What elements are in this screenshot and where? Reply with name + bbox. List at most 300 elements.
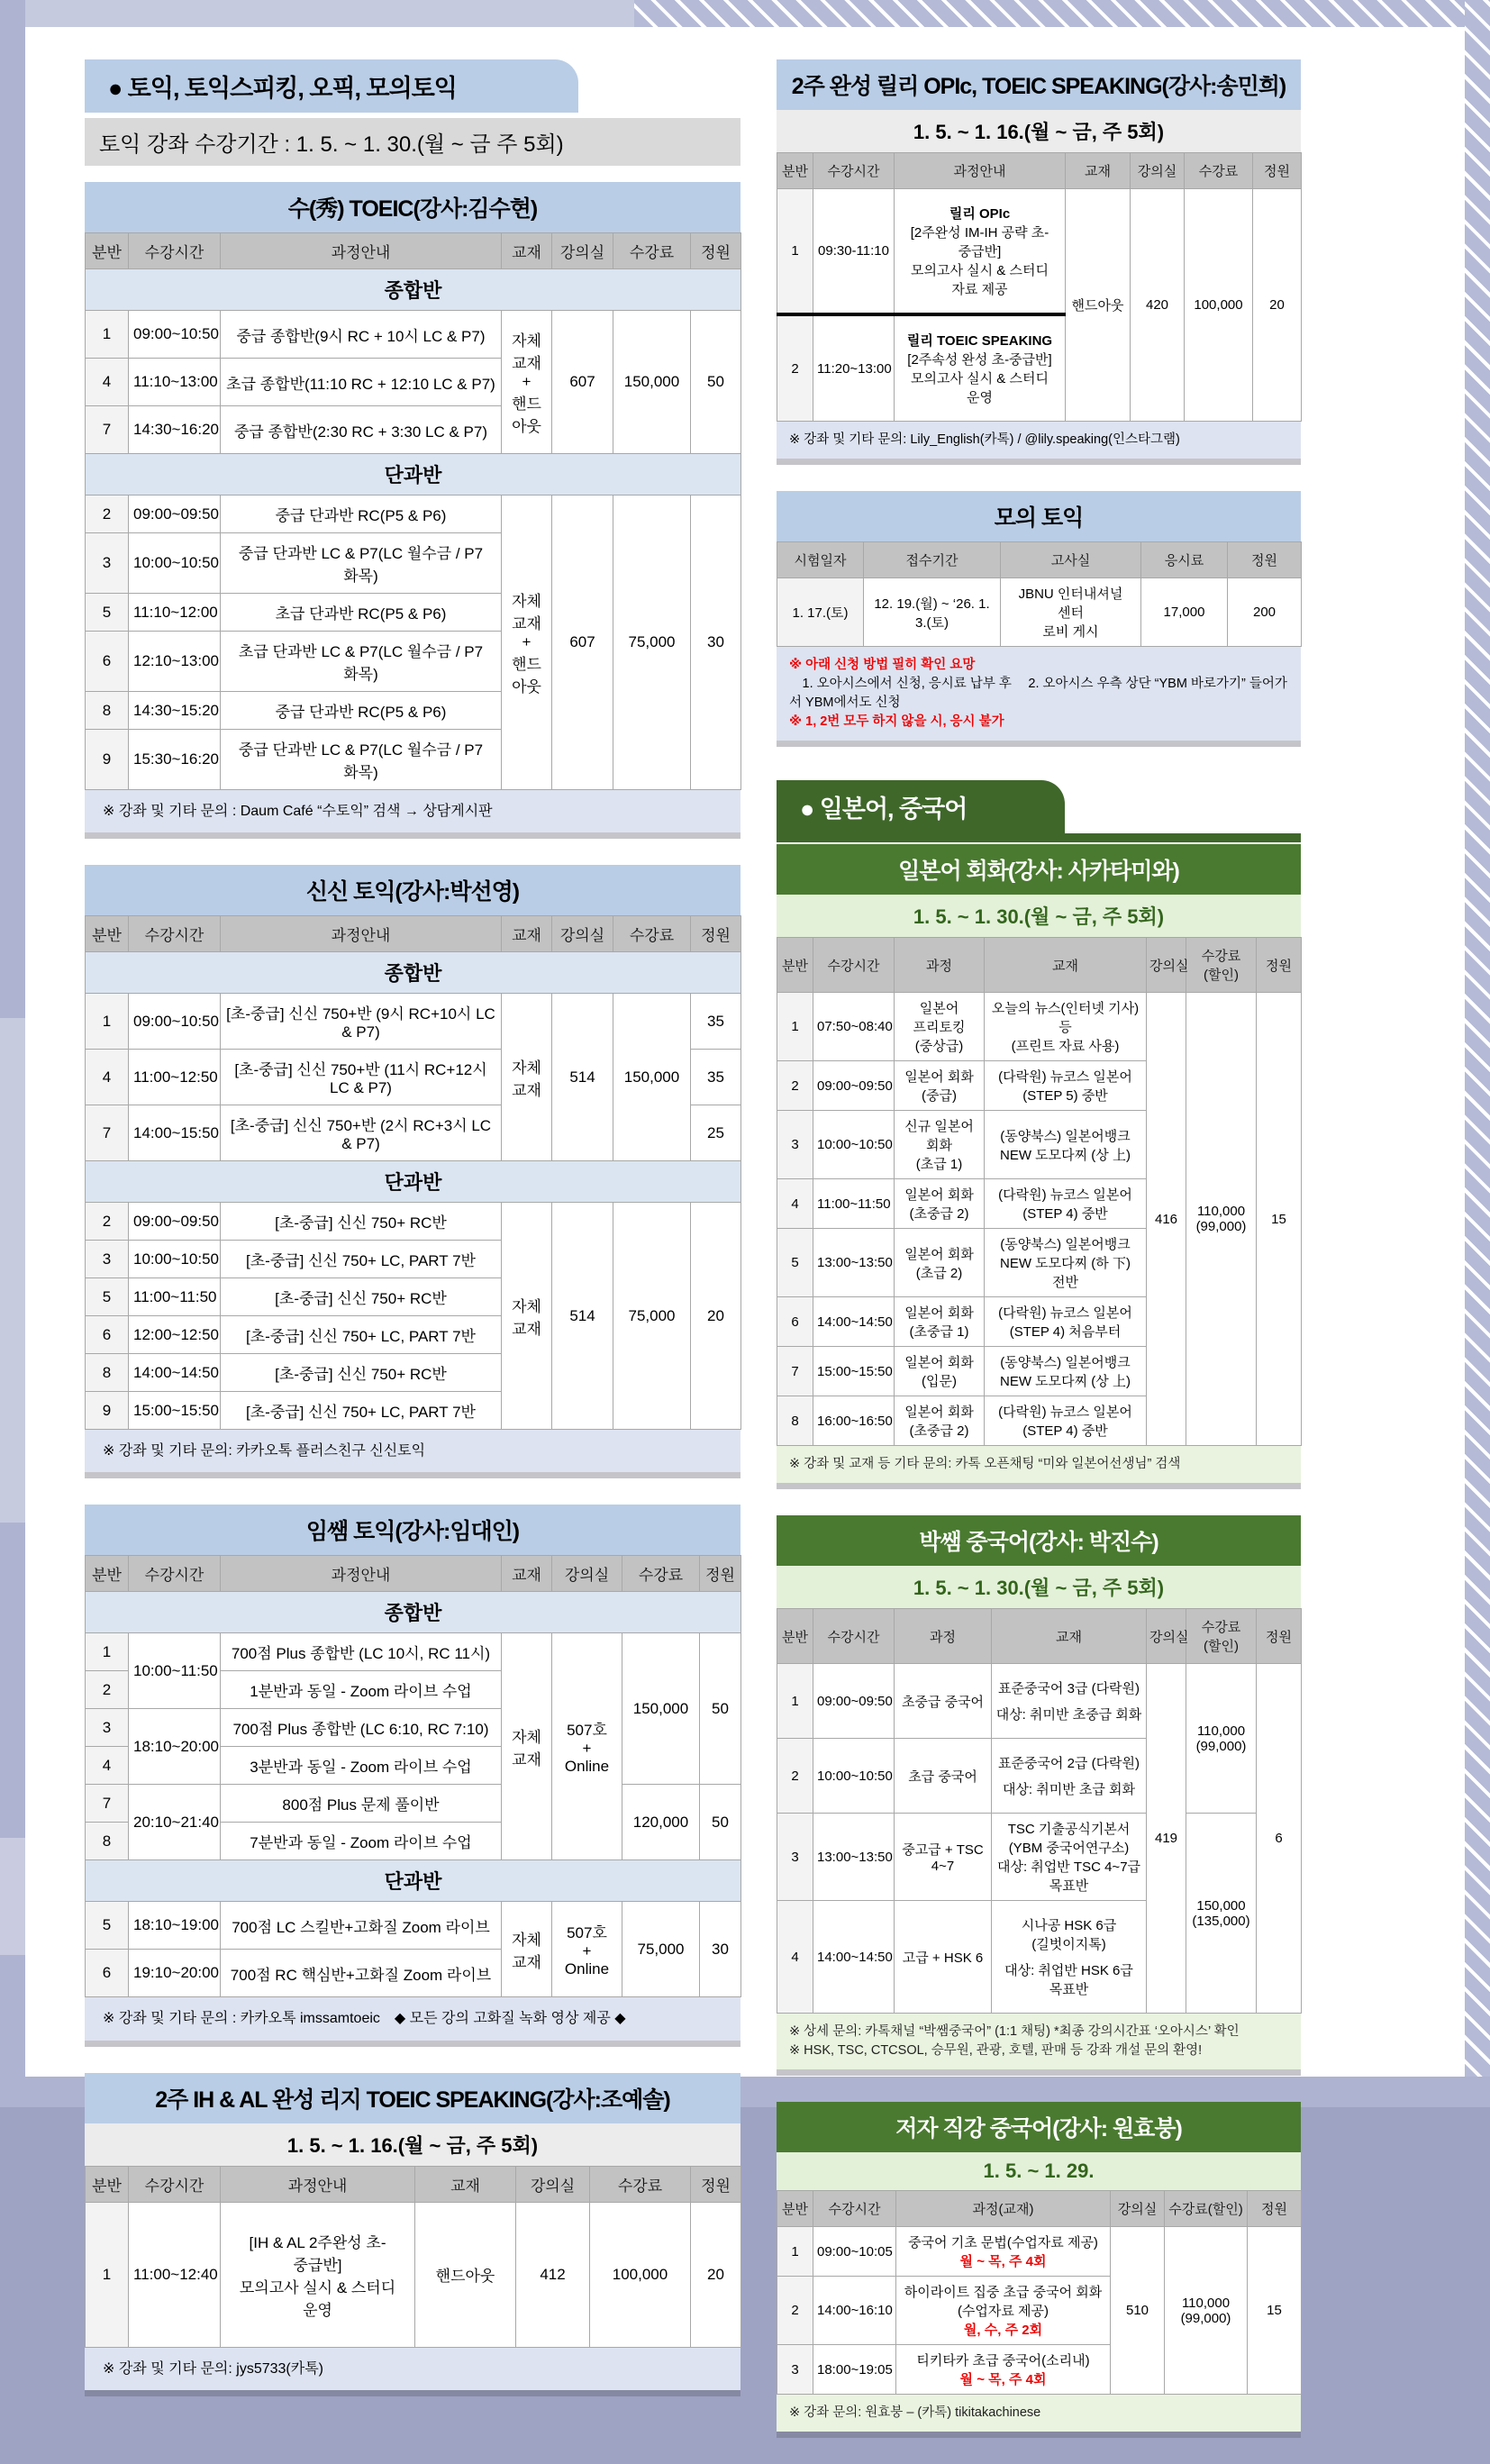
section-header-jp-cn-label: ● 일본어, 중국어 <box>800 796 968 823</box>
table-cell: 초급 단과반 LC & P7(LC 월수금 / P7 화목) <box>221 632 502 692</box>
table-cell: 8 <box>777 1396 813 1446</box>
schedule-table <box>85 1555 741 1997</box>
column-header-cell: 정원 <box>691 916 741 952</box>
band-row <box>86 269 741 311</box>
cell-line: Online <box>564 1758 610 1776</box>
table-cell: 14:30~16:20 <box>129 406 221 454</box>
column-header-cell: 정원 <box>691 2166 741 2202</box>
table-block <box>777 1515 1301 2069</box>
column-header-cell: 강의실 <box>552 233 613 269</box>
cell-line: (99,000) <box>1180 2310 1231 2326</box>
table-row <box>86 2202 741 2347</box>
cell-line: 릴리 OPIc <box>949 206 1011 222</box>
table-cell: 07:50~08:40 <box>813 993 895 1061</box>
table-cell: 5 <box>86 1902 129 1950</box>
table-cell: 514 <box>552 994 613 1161</box>
cell-line: 핸드 <box>512 396 541 413</box>
column-header-cell: 과정안내 <box>221 233 502 269</box>
table-cell: 18:10~19:00 <box>129 1902 221 1950</box>
table-block <box>777 2102 1301 2432</box>
column-header-cell: 수강료 <box>622 1556 700 1592</box>
table-cell: 7분반과 동일 - Zoom 라이브 수업 <box>221 1823 502 1860</box>
cell-line: (동양북스) 일본어뱅크 <box>1000 1237 1131 1253</box>
table-cell: 14:00~14:50 <box>813 1901 895 2014</box>
table-cell: 11:00~11:50 <box>129 1278 221 1316</box>
table-cell <box>552 1633 622 1860</box>
table-body <box>777 2191 1302 2395</box>
table-sinsin-toeic <box>85 865 740 1472</box>
cell-line: (135,000) <box>1192 1913 1250 1929</box>
table-cell: 15:30~16:20 <box>129 730 221 790</box>
table-cell <box>985 1347 1147 1396</box>
table-cell <box>895 1111 985 1179</box>
table-cell: 4 <box>777 1179 813 1229</box>
column-header-cell: 시험일자 <box>777 542 864 578</box>
table-cell <box>552 1902 622 1997</box>
column-header-cell: 수강료(할인) <box>1186 938 1257 993</box>
table-cell: 2 <box>86 1671 129 1709</box>
table-cell: 12. 19.(월) ~ ‘26. 1. 3.(토) <box>864 578 1001 647</box>
column-header-cell: 과정 <box>895 1609 992 1664</box>
toeic-period-bar: 토익 강좌 수강기간 : 1. 5. ~ 1. 30.(월 ~ 금 주 5회) <box>85 118 740 166</box>
table-cell: 고급 + HSK 6 <box>895 1901 992 2014</box>
footer-line: ※ 상세 문의: 카톡채널 “박쌤중국어” (1:1 채팅) *최종 강의시간표 ‘오아시스’ 확인 <box>789 2024 1240 2040</box>
table-cell: 1 <box>777 993 813 1061</box>
table-cell <box>895 1179 985 1229</box>
column-header-cell: 분반 <box>777 153 813 189</box>
cell-line: (초중급 1) <box>909 1324 969 1341</box>
table-row <box>777 189 1302 315</box>
table-cell: 1 <box>777 189 813 315</box>
table-cell: 9 <box>86 1392 129 1430</box>
table-cell: 11:00~12:50 <box>129 1050 221 1105</box>
cell-line: 대상: 취업반 HSK 6급 목표반 <box>1004 1963 1133 1998</box>
table-cell <box>896 2227 1111 2277</box>
table-cell: 3 <box>86 1241 129 1278</box>
table-block <box>85 865 740 1472</box>
table-cell: 416 <box>1147 993 1186 1446</box>
cell-line: 교재 <box>512 1320 541 1338</box>
cell-line <box>995 1772 1142 1779</box>
table-mock-toeic <box>777 491 1301 741</box>
column-header-cell: 과정안내 <box>221 1556 502 1592</box>
column-header-cell: 강의실 <box>1131 153 1185 189</box>
column-header-cell: 수강시간 <box>129 2166 221 2202</box>
table-cell <box>985 1297 1147 1347</box>
table-cell <box>992 1814 1147 1901</box>
table-cell: 중급 종합반(9시 RC + 10시 LC & P7) <box>221 311 502 359</box>
footer-line: ※ 1, 2번 모두 하지 않을 시, 응시 불가 <box>789 714 1004 730</box>
table-block <box>85 2073 740 2390</box>
table-cell: 2 <box>777 1061 813 1111</box>
table-cell: 8 <box>86 1823 129 1860</box>
table-cell: 8 <box>86 1354 129 1392</box>
table-cell: 8 <box>86 692 129 730</box>
table-body <box>777 542 1302 647</box>
table-footer <box>85 1430 740 1472</box>
table-cell: 20 <box>691 1203 741 1430</box>
cell-line: 표준중국어 2급 (다락원) <box>997 1756 1140 1772</box>
table-cell: 09:00~09:50 <box>129 496 221 533</box>
column-header-cell: 수강료(할인) <box>1186 1609 1257 1664</box>
table-cell <box>895 993 985 1061</box>
band-row <box>86 1161 741 1203</box>
cell-line: 표준중국어 3급 (다락원) <box>997 1681 1140 1697</box>
table-cell: 09:00~09:50 <box>813 1061 895 1111</box>
cell-line: 하이라이트 집중 초급 중국어 회화(수업자료 제공) <box>904 2285 1103 2320</box>
cell-line: 일본어 회화 <box>904 1355 974 1371</box>
table-footer <box>85 1997 740 2040</box>
table-cell: 09:00~10:50 <box>129 311 221 359</box>
cell-line: 110,000 <box>1181 2295 1231 2311</box>
column-header-cell: 과정 <box>895 938 985 993</box>
cell-line: (다락원) 뉴코스 일본어 <box>998 1305 1132 1322</box>
table-cell: 20 <box>1253 189 1302 422</box>
cell-line: (초급 2) <box>915 1265 963 1281</box>
table-cell: 11:10~12:00 <box>129 594 221 632</box>
table-cell: 14:30~15:20 <box>129 692 221 730</box>
cell-line: 중국어 기초 문법(수업자료 제공) <box>908 2235 1098 2251</box>
table-cell: 10:00~10:50 <box>129 1241 221 1278</box>
table-cell: 20 <box>691 2202 741 2347</box>
cell-line: + <box>522 373 531 390</box>
column-header-cell: 강의실 <box>1147 938 1186 993</box>
cell-line: 일본어 회화 <box>904 1405 974 1421</box>
section-header-toeic-label: ● 토익, 토익스피킹, 오픽, 모의토익 <box>108 75 457 102</box>
table-cell: 7 <box>86 406 129 454</box>
table-cell <box>1186 993 1257 1446</box>
table-liji-speaking <box>85 2073 740 2390</box>
cell-line: 티키타카 초급 중국어(소리내) <box>916 2353 1090 2369</box>
table-cell: [초-중급] 신신 750+ LC, PART 7반 <box>221 1316 502 1354</box>
cell-line: 대상: 취미반 초급 회화 <box>1002 1782 1136 1798</box>
cell-line: NEW 도모다찌 (하 下) 전반 <box>1000 1256 1131 1291</box>
cell-line: (STEP 4) 중반 <box>1022 1206 1108 1223</box>
table-cell <box>895 1229 985 1297</box>
band-cell: 단과반 <box>86 1161 741 1203</box>
table-row <box>86 1785 741 1823</box>
table-row <box>86 1203 741 1241</box>
cell-line: 자체 <box>512 1059 541 1077</box>
table-cell: 13:00~13:50 <box>813 1229 895 1297</box>
table-cell: 5 <box>86 1278 129 1316</box>
table-cell: 514 <box>552 1203 613 1430</box>
footer-line: ※ 강좌 및 기타 문의: 카카오톡 플러스친구 신신토익 <box>103 1443 426 1459</box>
table-cell: 12:00~12:50 <box>129 1316 221 1354</box>
table-cell: 30 <box>691 496 741 790</box>
cell-line: (STEP 5) 중반 <box>1022 1088 1108 1105</box>
cell-line: 일본어 회화 <box>904 1305 974 1322</box>
table-body <box>86 1556 741 1997</box>
table-cell: 100,000 <box>1185 189 1253 422</box>
frame-top-right-stripes <box>634 0 1490 27</box>
table-cell <box>895 1396 985 1446</box>
table-cell: 419 <box>1147 1664 1186 2014</box>
cell-line: (동양북스) 일본어뱅크 <box>1000 1128 1131 1144</box>
table-cell: 5 <box>86 594 129 632</box>
cell-line: + <box>582 1942 592 1960</box>
table-cell <box>221 2202 415 2347</box>
table-su-toeic <box>85 182 740 832</box>
table-cell <box>992 1664 1147 1739</box>
table-title: 임쌤 토익(강사:임대인) <box>85 1505 740 1555</box>
table-cell: 700점 Plus 종합반 (LC 6:10, RC 7:10) <box>221 1709 502 1747</box>
table-cell: [초-중급] 신신 750+ LC, PART 7반 <box>221 1392 502 1430</box>
table-cell: 15:00~15:50 <box>813 1347 895 1396</box>
cell-line <box>995 1697 1142 1705</box>
band-cell: 종합반 <box>86 269 741 311</box>
column-header-cell: 접수기간 <box>864 542 1001 578</box>
cell-line: NEW 도모다찌 (상 上) <box>1000 1147 1131 1163</box>
table-cell <box>1001 578 1141 647</box>
column-header-cell: 수강시간 <box>813 2191 896 2227</box>
table-cell: 120,000 <box>622 1785 700 1860</box>
table-cell: 75,000 <box>613 1203 691 1430</box>
column-header-cell: 과정안내 <box>895 153 1066 189</box>
table-cell: 15 <box>1248 2227 1302 2395</box>
table-cell: 700점 Plus 종합반 (LC 10시, RC 11시) <box>221 1633 502 1671</box>
cell-line: 대상: 취업반 TSC 4~7급 목표반 <box>996 1859 1141 1895</box>
cell-line: 오늘의 뉴스(인터넷 기사) 등 <box>991 1001 1140 1036</box>
cell-line: + <box>522 633 531 650</box>
cell-line: (중급) <box>922 1088 957 1105</box>
table-cell: 510 <box>1111 2227 1165 2395</box>
footer-line: ※ 강좌 및 기타 문의 : Daum Café “수토익” 검색 → 상담게시판 <box>103 804 493 819</box>
table-block <box>777 844 1301 1483</box>
column-header-cell: 교재 <box>502 916 552 952</box>
header-row <box>777 938 1302 993</box>
cell-line: 교재 <box>512 1750 541 1768</box>
table-cell: 150,000 <box>622 1633 700 1785</box>
cell-line: JBNU 인터내셔널 센터 <box>1018 586 1123 622</box>
cell-line: 신규 일본어 회화 <box>904 1119 974 1154</box>
table-cell <box>896 2345 1111 2395</box>
column-header-cell: 고사실 <box>1001 542 1141 578</box>
table-cell: 1 <box>86 1633 129 1671</box>
table-cell: 3 <box>86 1709 129 1747</box>
table-body <box>777 938 1302 1446</box>
table-body <box>777 1609 1302 2014</box>
table-cell: 14:00~15:50 <box>129 1105 221 1161</box>
band-row <box>86 1860 741 1902</box>
column-header-cell: 수강료 <box>613 916 691 952</box>
schedule-table <box>777 937 1302 1446</box>
table-cell: 30 <box>700 1902 741 1997</box>
table-cell: [초-중급] 신신 750+반 (11시 RC+12시 LC & P7) <box>221 1050 502 1105</box>
table-cell: 09:00~09:50 <box>129 1203 221 1241</box>
column-header-cell: 수강시간 <box>129 233 221 269</box>
schedule-table <box>85 915 741 1430</box>
schedule-table <box>777 2190 1302 2395</box>
table-cell: 초급 단과반 RC(P5 & P6) <box>221 594 502 632</box>
cell-line: 핸드 <box>512 656 541 673</box>
column-header-cell: 분반 <box>777 938 813 993</box>
cell-line: 교재 <box>512 615 541 632</box>
table-cell: 19:10~20:00 <box>129 1950 221 1997</box>
column-header-cell: 수강료 <box>1185 153 1253 189</box>
table-cell: 중급 단과반 RC(P5 & P6) <box>221 496 502 533</box>
table-cell: 1분반과 동일 - Zoom 라이브 수업 <box>221 1671 502 1709</box>
column-header-cell: 수강료(할인) <box>1165 2191 1248 2227</box>
table-footer <box>85 2348 740 2390</box>
table-lily <box>777 59 1301 459</box>
table-title: 모의 토익 <box>777 491 1301 541</box>
footer-line: ※ 강좌 문의: 원효붕 – (카톡) tikitakachinese <box>789 2405 1041 2421</box>
table-cell: 6 <box>1257 1664 1302 2014</box>
table-cell: 35 <box>691 1050 741 1105</box>
table-row <box>777 993 1302 1061</box>
cell-line: (다락원) 뉴코스 일본어 <box>998 1069 1132 1086</box>
table-cell: 607 <box>552 311 613 454</box>
table-cell: 초급 종합반(11:10 RC + 12:10 LC & P7) <box>221 359 502 406</box>
table-title: 2주 IH & AL 완성 리지 TOEIC SPEAKING(강사:조예솔) <box>85 2073 740 2123</box>
table-cell: 중고급 + TSC 4~7 <box>895 1814 992 1901</box>
cell-line: (프린트 자료 사용) <box>1011 1039 1120 1055</box>
column-header-cell: 강의실 <box>516 2166 590 2202</box>
table-cell: 4 <box>777 1901 813 2014</box>
column-header-cell: 수강시간 <box>813 153 895 189</box>
table-body <box>777 153 1302 422</box>
table-subtitle: 1. 5. ~ 1. 30.(월 ~ 금, 주 5회) <box>777 895 1301 937</box>
cell-line: (중상급) <box>914 1039 964 1055</box>
footer-line: 1. 오아시스에서 신청, 응시료 납부 후 2. 오아시스 우측 상단 “YBM 바로가기” 들어가서 YBM에서도 신청 <box>789 677 1287 711</box>
footer-line: ※ 강좌 및 기타 문의: Lily_English(카톡) / @lily.speaking(인스타그램) <box>789 432 1180 447</box>
band-row <box>86 1592 741 1633</box>
table-cell: 25 <box>691 1105 741 1161</box>
table-cell: [초-중급] 신신 750+ RC반 <box>221 1278 502 1316</box>
frame-left-accent-1 <box>0 1018 25 1523</box>
table-cell: 핸드아웃 <box>415 2202 516 2347</box>
cell-line: 교재 <box>512 1953 541 1971</box>
table-cell: 200 <box>1228 578 1302 647</box>
column-header-cell: 정원 <box>1253 153 1302 189</box>
column-header-cell: 수강시간 <box>813 938 895 993</box>
table-cell: 7 <box>86 1785 129 1823</box>
cell-line: + <box>582 1740 592 1758</box>
table-cell: 10:00~11:50 <box>129 1633 221 1709</box>
table-cell: 10:00~10:50 <box>813 1111 895 1179</box>
table-cell <box>985 1229 1147 1297</box>
table-cell: 6 <box>86 1950 129 1997</box>
column-header-cell: 분반 <box>777 1609 813 1664</box>
cell-line: (99,000) <box>1195 1738 1247 1754</box>
table-cell: 700점 LC 스킬반+고화질 Zoom 라이브 <box>221 1902 502 1950</box>
cell-line: 로비 게시 <box>1042 624 1099 641</box>
table-footer <box>777 2395 1301 2432</box>
schedule-table <box>777 541 1302 647</box>
table-cell <box>502 1902 552 1997</box>
table-cell: 중급 단과반 LC & P7(LC 월수금 / P7 화목) <box>221 533 502 594</box>
cell-line: 507호 <box>567 1924 607 1942</box>
cell-line: 월, 수, 주 2회 <box>963 2323 1043 2339</box>
table-cell: [초-중급] 신신 750+반 (9시 RC+10시 LC & P7) <box>221 994 502 1050</box>
table-cell: 6 <box>777 1297 813 1347</box>
cell-line: 월 ~ 목, 주 4회 <box>959 2372 1047 2388</box>
table-cell: 초중급 중국어 <box>895 1664 992 1739</box>
cell-line: [2주속성 완성 초-중급반] <box>907 352 1052 368</box>
band-cell: 종합반 <box>86 952 741 994</box>
cell-line: 모의고사 실시 & 스터디 운영 <box>239 2278 396 2319</box>
table-cell: 150,000 <box>613 311 691 454</box>
table-cell: 15 <box>1257 993 1302 1446</box>
cell-line: 자체 <box>512 332 541 350</box>
cell-line: 모의고사 실시 & 스터디 운영 <box>911 371 1049 405</box>
table-cell: 1 <box>86 311 129 359</box>
cell-line: 교재 <box>512 1081 541 1099</box>
table-cell <box>502 1633 552 1860</box>
table-cell: [초-중급] 신신 750+ LC, PART 7반 <box>221 1241 502 1278</box>
table-cell: 1 <box>86 994 129 1050</box>
table-footer <box>777 422 1301 459</box>
table-cell <box>1165 2227 1248 2395</box>
table-cell: 4 <box>86 1747 129 1785</box>
column-header-cell: 응시료 <box>1141 542 1228 578</box>
table-subtitle: 1. 5. ~ 1. 16.(월 ~ 금, 주 5회) <box>85 2123 740 2166</box>
cell-line: 일본어 회화 <box>904 1246 974 1262</box>
column-header-cell: 정원 <box>1257 1609 1302 1664</box>
cell-line: Online <box>564 1960 610 1978</box>
table-cell: 6 <box>86 632 129 692</box>
table-cell: [초-중급] 신신 750+반 (2시 RC+3시 LC & P7) <box>221 1105 502 1161</box>
table-cell: 11:00~11:50 <box>813 1179 895 1229</box>
table-cell: 18:00~19:05 <box>813 2345 896 2395</box>
column-header-cell: 정원 <box>1257 938 1302 993</box>
table-cell: 중급 단과반 RC(P5 & P6) <box>221 692 502 730</box>
cell-line: 자체 <box>512 593 541 610</box>
cell-line: 자체 <box>512 1297 541 1315</box>
cell-line: NEW 도모다찌 (상 上) <box>1000 1374 1131 1390</box>
column-header-cell: 정원 <box>1228 542 1302 578</box>
table-row <box>86 994 741 1050</box>
green-divider <box>777 833 1301 842</box>
table-cell: 1 <box>777 2227 813 2277</box>
header-row <box>86 233 741 269</box>
column-header-cell: 교재 <box>502 233 552 269</box>
table-cell: 11:20~13:00 <box>813 314 895 422</box>
page-background <box>25 27 1465 2421</box>
frame-left-accent-2 <box>0 1838 25 1955</box>
table-cell <box>985 1111 1147 1179</box>
schedule-table <box>777 1608 1302 2014</box>
cell-line: (99,000) <box>1195 1219 1247 1235</box>
header-row <box>86 916 741 952</box>
table-row <box>86 311 741 359</box>
table-cell: 13:00~13:50 <box>813 1814 895 1901</box>
table-cell <box>502 496 552 790</box>
band-row <box>86 952 741 994</box>
table-cell: 2 <box>777 2277 813 2345</box>
table-cell: 1 <box>86 2202 129 2347</box>
cell-line: 모의고사 실시 & 스터디 자료 제공 <box>911 263 1049 297</box>
table-cell: 10:00~10:50 <box>129 533 221 594</box>
column-header-cell: 강의실 <box>552 916 613 952</box>
table-cell: 16:00~16:50 <box>813 1396 895 1446</box>
column-header-cell: 정원 <box>691 233 741 269</box>
cell-line: (동양북스) 일본어뱅크 <box>1000 1355 1131 1371</box>
table-row <box>777 1814 1302 1901</box>
cell-line <box>995 1953 1142 1960</box>
column-header-cell: 수강료 <box>613 233 691 269</box>
cell-line: (초중급 2) <box>909 1423 969 1440</box>
table-cell: 7 <box>777 1347 813 1396</box>
table-cell: 3 <box>86 533 129 594</box>
table-cell: 2 <box>777 1739 813 1814</box>
table-subtitle: 1. 5. ~ 1. 29. <box>777 2152 1301 2190</box>
cell-line: [2주완성 IM-IH 공략 초-중급반] <box>910 225 1049 259</box>
table-cell <box>895 1297 985 1347</box>
table-title: 2주 완성 릴리 OPIc, TOEIC SPEAKING(강사:송민희) <box>777 59 1301 110</box>
table-block <box>777 59 1301 459</box>
